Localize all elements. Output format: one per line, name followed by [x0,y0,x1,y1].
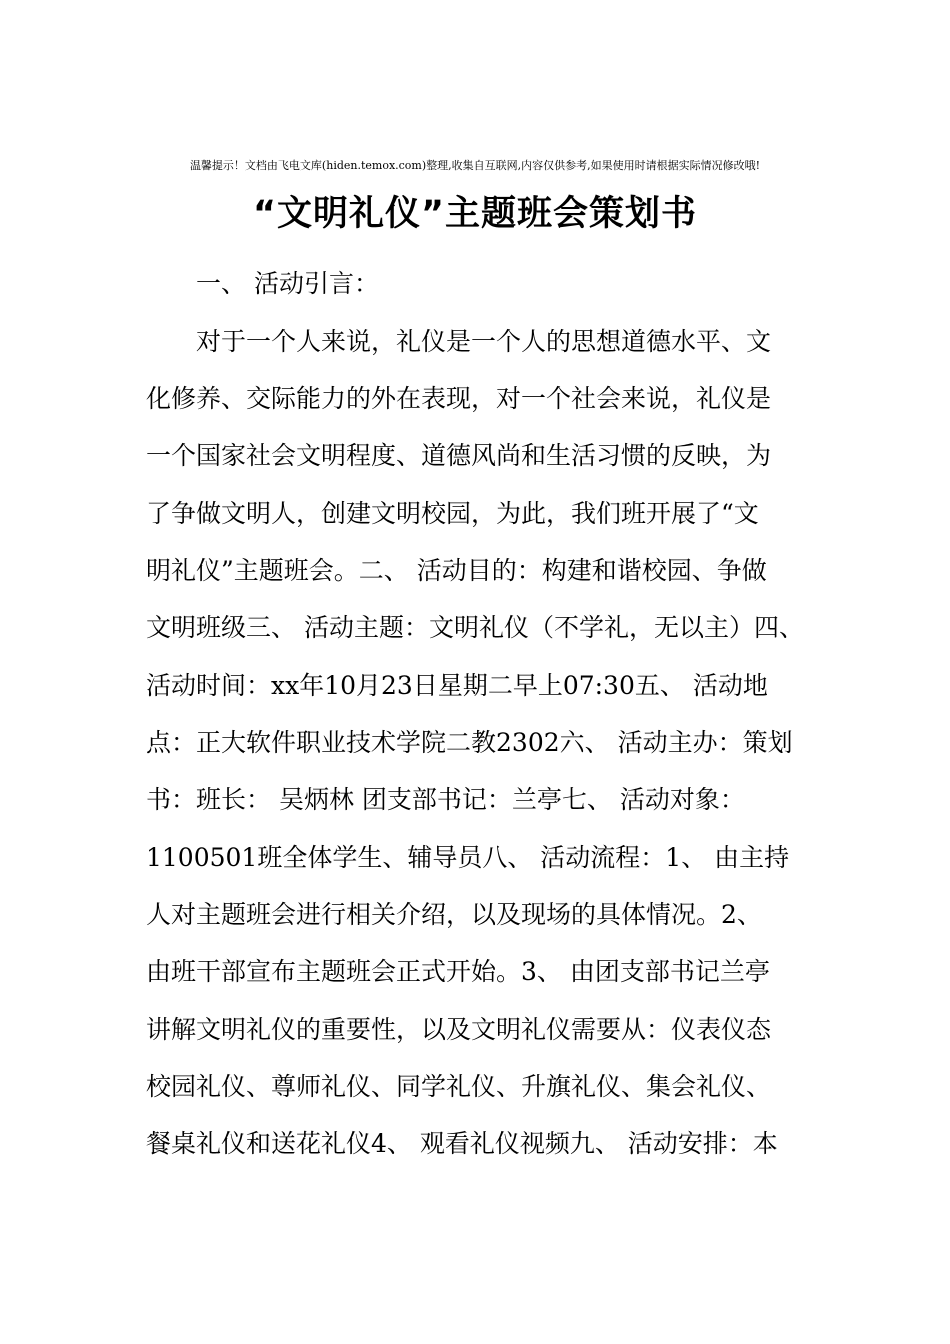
body-line: 讲解文明礼仪的重要性，以及文明礼仪需要从：仪表仪态 [146,1015,772,1044]
document-title: “文明礼仪”主题班会策划书 [252,194,697,234]
body-line: 1100501班全体学生、辅导员八、 活动流程：1、 由主持 [146,843,790,872]
download-notice: 温馨提示！文档由飞电文库(hiden.temox.com)整理,收集自互联网,内容仅供参考,如果使用时请根据实际情况修改哦! [189,159,761,172]
body-line: 校园礼仪、尊师礼仪、同学礼仪、升旗礼仪、集会礼仪、 [146,1072,772,1101]
body-line: 一个国家社会文明程度、道德风尚和生活习惯的反映，为 [146,441,772,470]
body-line: 化修养、交际能力的外在表现，对一个社会来说，礼仪是 [146,384,772,413]
body-line: 餐桌礼仪和送花礼仪4、 观看礼仪视频九、 活动安排：本 [146,1129,778,1158]
body-line: 由班干部宣布主题班会正式开始。3、 由团支部书记兰亭 [146,957,770,986]
body-line: 明礼仪”主题班会。二、 活动目的：构建和谐校园、争做 [146,556,767,585]
body-line: 文明班级三、 活动主题：文明礼仪（不学礼，无以主）四、 [146,613,804,642]
section-heading: 一、 活动引言： [196,269,379,298]
body-line: 活动时间：xx年10月23日星期二早上07:30五、 活动地 [146,671,768,700]
body-line: 人对主题班会进行相关介绍，以及现场的具体情况。2、 [146,900,762,929]
body-line: 了争做文明人，创建文明校园，为此，我们班开展了“文 [146,499,759,528]
body-line: 点：正大软件职业技术学院二教2302六、 活动主办：策划 [146,728,793,757]
body-line: 对于一个人来说，礼仪是一个人的思想道德水平、文 [196,327,772,356]
body-line: 书：班长： 吴炳林 团支部书记：兰亭七、 活动对象： [146,785,745,814]
